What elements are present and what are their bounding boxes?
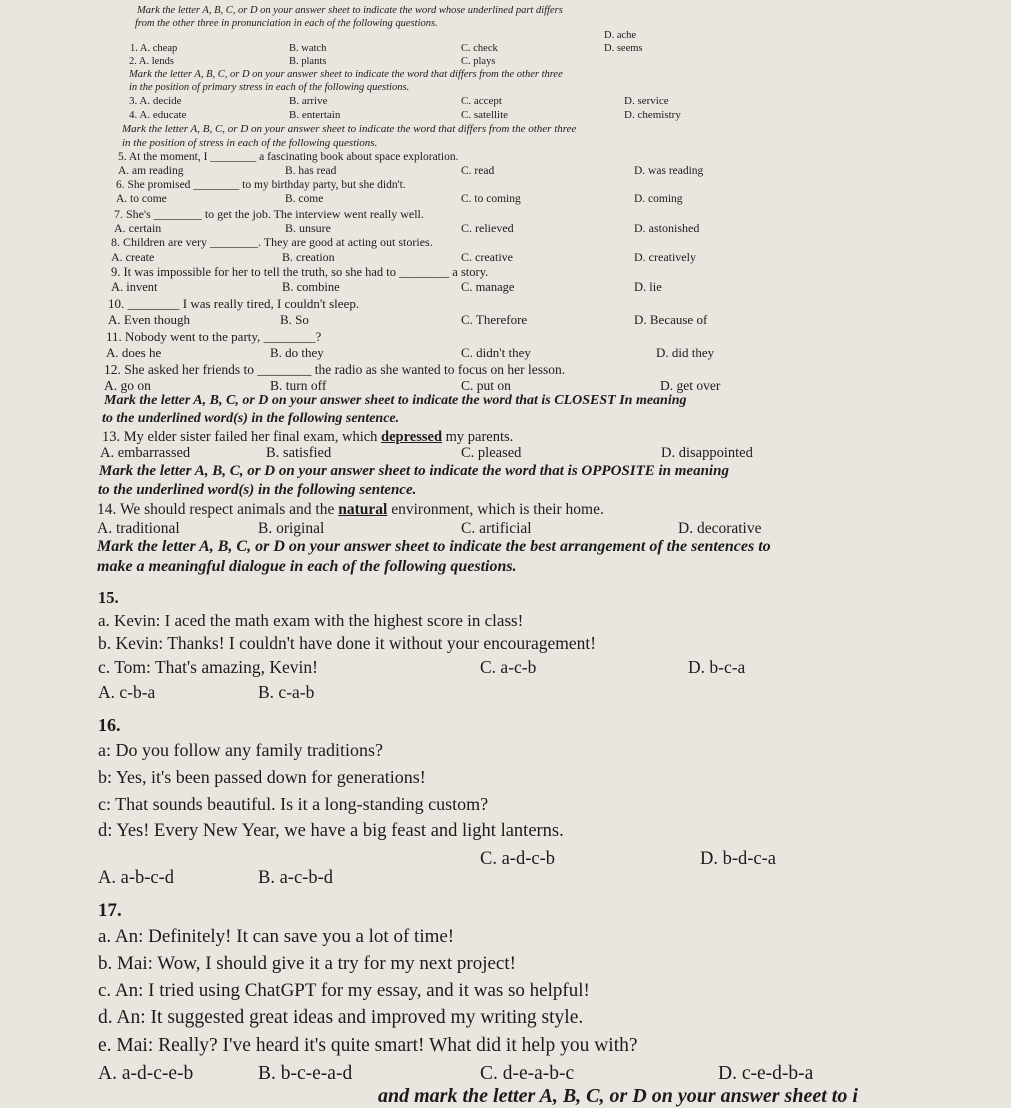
text-line xyxy=(0,539,1011,557)
text-line xyxy=(0,1036,1011,1058)
answer-option: A. am reading xyxy=(118,165,184,177)
answer-option: B. do they xyxy=(270,345,324,360)
text-line xyxy=(0,590,1011,609)
line-text: a. Kevin: I aced the math exam with the highest score in class! xyxy=(98,611,524,630)
answer-option: C. didn't they xyxy=(461,345,531,360)
text-line xyxy=(0,222,1011,236)
text-line xyxy=(0,363,1011,378)
answer-option: A. does he xyxy=(106,345,162,360)
answer-option: B. come xyxy=(285,193,324,205)
answer-option: C. a-d-c-b xyxy=(480,849,555,869)
answer-option: B. satisfied xyxy=(266,445,332,461)
answer-option: D. c-e-d-b-a xyxy=(718,1063,814,1084)
text-line xyxy=(0,394,1011,410)
answer-option: C. creative xyxy=(461,250,513,264)
text-line xyxy=(0,954,1011,975)
answer-option: D. Because of xyxy=(634,312,708,327)
line-text: 6. She promised ________ to my birthday party, but she didn't. xyxy=(116,179,406,191)
answer-option: 4. A. educate xyxy=(129,109,187,121)
answer-option: A. create xyxy=(111,250,155,264)
text-line xyxy=(0,31,1011,43)
text-line xyxy=(0,124,1011,137)
text-line xyxy=(0,281,1011,295)
text-line xyxy=(0,379,1011,394)
answer-option: B. So xyxy=(280,312,309,327)
answer-option: 1. A. cheap xyxy=(130,43,178,54)
text-line xyxy=(0,635,1011,655)
answer-option: C. relieved xyxy=(461,221,514,235)
answer-option: D. did they xyxy=(656,345,715,360)
answer-option: B. has read xyxy=(285,165,337,177)
answer-option: B. plants xyxy=(289,56,327,67)
text-line xyxy=(0,194,1011,207)
text-line xyxy=(0,166,1011,179)
text-line xyxy=(0,795,1011,815)
text-line xyxy=(0,1008,1011,1030)
line-text: 16. xyxy=(98,715,121,735)
answer-option: D. seems xyxy=(604,43,643,54)
answer-option: D. was reading xyxy=(634,165,704,177)
text-line xyxy=(0,251,1011,265)
line-text: make a meaningful dialogue in each of the following questions. xyxy=(97,558,517,575)
line-text: 10. ________ I was really tired, I couldn't sleep. xyxy=(108,296,360,311)
text-line xyxy=(0,502,1011,520)
answer-option: A. c-b-a xyxy=(98,682,156,702)
line-text: to the underlined word(s) in the following sentence. xyxy=(102,411,400,426)
text-line xyxy=(0,313,1011,328)
text-line xyxy=(0,346,1011,361)
underlined-word: depressed xyxy=(381,429,443,445)
answer-option: C. a-c-b xyxy=(480,657,537,677)
answer-option: A. a-b-c-d xyxy=(98,868,175,888)
line-text: a: Do you follow any family traditions? xyxy=(98,740,383,760)
line-text: and mark the letter A, B, C, or D on your answer sheet to i xyxy=(378,1085,858,1107)
text-line xyxy=(0,659,1011,679)
underlined-word: natural xyxy=(338,501,388,518)
line-text: 15. xyxy=(98,588,119,607)
text-line xyxy=(0,684,1011,704)
text-line xyxy=(0,57,1011,69)
text-line xyxy=(0,412,1011,428)
line-text: to the underlined word(s) in the following sentence. xyxy=(98,482,417,498)
answer-option: C. manage xyxy=(461,280,515,294)
text-line xyxy=(0,464,1011,481)
answer-option: C. Therefore xyxy=(461,312,528,327)
line-text: Mark the letter A, B, C, or D on your answer sheet to indicate the word that differs from the other three xyxy=(122,123,577,135)
answer-option: B. b-c-e-a-d xyxy=(258,1063,353,1084)
line-text: 14. We should respect animals and the natural environment, which is their home. xyxy=(97,501,604,518)
text-line xyxy=(0,297,1011,312)
text-line xyxy=(0,330,1011,345)
answer-option: D. chemistry xyxy=(624,109,681,121)
line-text: Mark the letter A, B, C, or D on your answer sheet to indicate the word that is OPPOSITE in meaning xyxy=(99,463,729,479)
text-line xyxy=(0,19,1011,31)
line-text: in the position of stress in each of the following questions. xyxy=(122,137,378,149)
answer-option: B. turn off xyxy=(270,378,327,393)
line-text: b: Yes, it's been passed down for generations! xyxy=(98,767,426,787)
answer-option: B. c-a-b xyxy=(258,682,315,702)
text-line xyxy=(0,822,1011,843)
answer-option: 2. A. lends xyxy=(129,56,174,67)
answer-option: A. to come xyxy=(116,193,167,205)
answer-option: D. decorative xyxy=(678,520,762,537)
answer-option: B. creation xyxy=(282,250,335,264)
line-text: 9. It was impossible for her to tell the truth, so she had to ________ a story. xyxy=(111,265,489,279)
line-text: Mark the letter A, B, C, or D on your answer sheet to indicate the best arrangement of the sentences to xyxy=(97,538,771,555)
line-text: d: Yes! Every New Year, we have a big feast and light lanterns. xyxy=(98,821,564,841)
text-line xyxy=(0,70,1011,82)
text-line xyxy=(0,1064,1011,1086)
answer-option: D. disappointed xyxy=(661,445,753,461)
line-text: 17. xyxy=(98,900,122,921)
answer-option: D. astonished xyxy=(634,221,700,235)
line-text: 12. She asked her friends to ________ the radio as she wanted to focus on her lesson. xyxy=(104,362,566,377)
answer-option: C. to coming xyxy=(461,193,521,205)
answer-option: D. get over xyxy=(660,378,721,393)
answer-option: 3. A. decide xyxy=(129,95,182,107)
text-line xyxy=(0,208,1011,222)
text-line xyxy=(0,927,1011,948)
line-text: 7. She's ________ to get the job. The interview went really well. xyxy=(114,207,424,221)
line-text: Mark the letter A, B, C, or D on your answer sheet to indicate the word that differs from the other three xyxy=(129,69,563,80)
answer-option: D. lie xyxy=(634,280,662,294)
answer-option: D. coming xyxy=(634,193,683,205)
line-text: d. An: It suggested great ideas and improved my writing style. xyxy=(98,1007,584,1028)
text-line xyxy=(0,1086,1011,1108)
answer-option: B. a-c-b-d xyxy=(258,868,333,888)
text-line xyxy=(0,430,1011,446)
text-line xyxy=(0,716,1011,736)
text-line xyxy=(0,483,1011,500)
answer-option: A. certain xyxy=(114,221,162,235)
answer-option: B. entertain xyxy=(289,109,341,121)
text-line xyxy=(0,768,1011,788)
text-line xyxy=(0,96,1011,109)
line-text: e. Mai: Really? I've heard it's quite smart! What did it help you with? xyxy=(98,1035,638,1056)
answer-option: A. invent xyxy=(111,280,158,294)
text-line xyxy=(0,180,1011,193)
line-text: b. Mai: Wow, I should give it a try for my next project! xyxy=(98,953,516,974)
answer-option: D. service xyxy=(624,95,669,107)
text-line xyxy=(0,138,1011,151)
text-line xyxy=(0,869,1011,890)
text-line xyxy=(0,266,1011,280)
text-line xyxy=(0,446,1011,462)
line-text: D. ache xyxy=(604,30,637,41)
answer-option: A. traditional xyxy=(97,520,180,537)
answer-option: D. b-d-c-a xyxy=(700,849,777,869)
answer-option: A. a-d-c-e-b xyxy=(98,1063,194,1084)
line-text: 8. Children are very ________. They are good at acting out stories. xyxy=(111,235,433,249)
answer-option: C. put on xyxy=(461,378,511,393)
line-text: in the position of primary stress in each of the following questions. xyxy=(129,82,410,93)
answer-option: B. original xyxy=(258,520,325,537)
answer-option: D. creatively xyxy=(634,250,696,264)
line-text: a. An: Definitely! It can save you a lot of time! xyxy=(98,926,455,947)
answer-option: A. embarrassed xyxy=(100,445,191,461)
text-line xyxy=(0,612,1011,631)
answer-option: A. Even though xyxy=(108,312,190,327)
line-text: 13. My elder sister failed her final exam, which depressed my parents. xyxy=(102,429,514,445)
text-line xyxy=(0,6,1011,18)
text-line xyxy=(0,110,1011,123)
line-text: 11. Nobody went to the party, ________? xyxy=(106,329,322,344)
text-line xyxy=(0,44,1011,56)
answer-option: C. accept xyxy=(461,95,502,107)
text-line xyxy=(0,981,1011,1002)
answer-option: B. unsure xyxy=(285,221,331,235)
answer-option: D. b-c-a xyxy=(688,657,746,677)
line-text: b. Kevin: Thanks! I couldn't have done it without your encouragement! xyxy=(98,633,597,653)
text-line xyxy=(0,83,1011,95)
answer-option: c. Tom: That's amazing, Kevin! xyxy=(98,657,318,677)
answer-option: B. combine xyxy=(282,280,340,294)
text-line xyxy=(0,152,1011,165)
line-text: from the other three in pronunciation in each of the following questions. xyxy=(135,18,438,29)
text-line xyxy=(0,741,1011,761)
answer-option: C. read xyxy=(461,165,495,177)
line-text: 5. At the moment, I ________ a fascinating book about space exploration. xyxy=(118,151,459,163)
answer-option: C. pleased xyxy=(461,445,522,461)
text-line xyxy=(0,236,1011,250)
text-line xyxy=(0,901,1011,922)
answer-option: C. artificial xyxy=(461,520,532,537)
answer-option: C. check xyxy=(461,43,498,54)
answer-option: A. go on xyxy=(104,378,151,393)
line-text: c: That sounds beautiful. Is it a long-standing custom? xyxy=(98,794,489,814)
line-text: Mark the letter A, B, C, or D on your answer sheet to indicate the word that is CLOSEST In meaning xyxy=(104,393,687,408)
line-text: c. An: I tried using ChatGPT for my essay, and it was so helpful! xyxy=(98,980,590,1001)
answer-option: C. satellite xyxy=(461,109,509,121)
answer-option: B. arrive xyxy=(289,95,328,107)
answer-option: C. d-e-a-b-c xyxy=(480,1063,575,1084)
line-text: Mark the letter A, B, C, or D on your answer sheet to indicate the word whose underlined part differs xyxy=(137,5,563,16)
answer-option: C. plays xyxy=(461,56,496,67)
text-line xyxy=(0,521,1011,539)
answer-option: B. watch xyxy=(289,43,327,54)
text-line xyxy=(0,559,1011,577)
